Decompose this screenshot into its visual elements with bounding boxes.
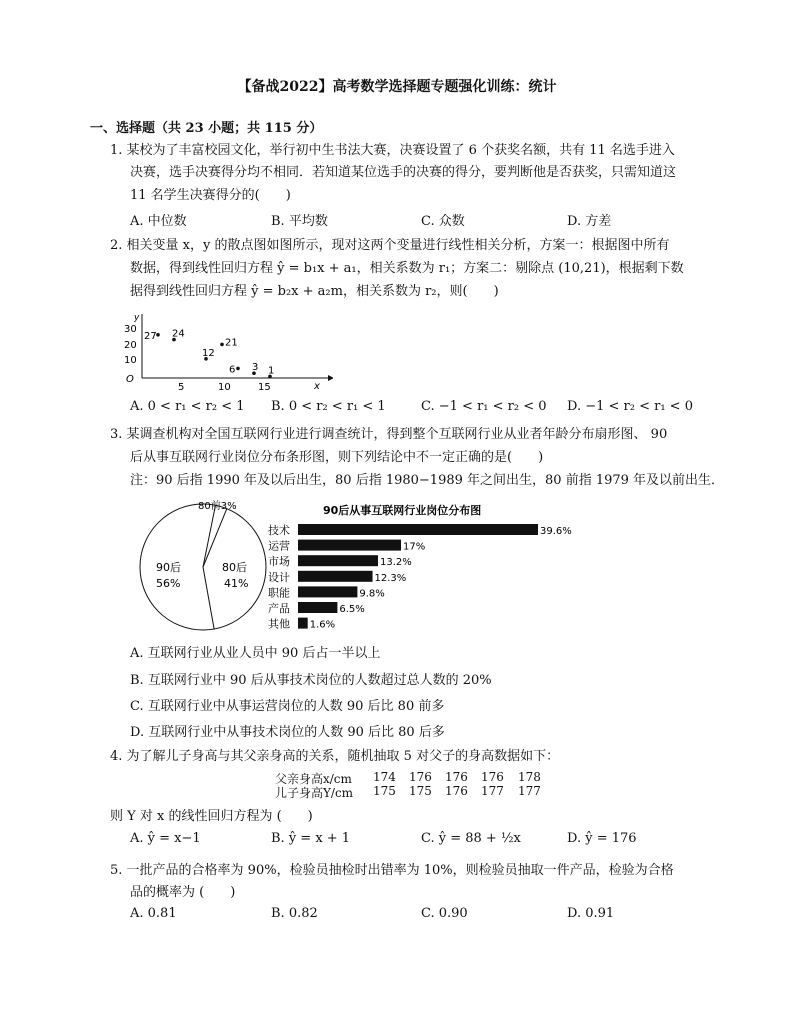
q4-line-1: 4. 为了解儿子身高与其父亲身高的关系，随机抽取 5 对父子的身高数据如下：	[110, 749, 560, 764]
bar-category-label: 产品	[268, 602, 290, 615]
bar	[298, 586, 357, 597]
q4-table-cell: 174	[373, 770, 396, 784]
scatter-point-label: 3	[252, 362, 259, 374]
scatter-plot	[118, 310, 333, 392]
q3-line-2: 后从事互联网行业岗位分布条形图，则下列结论中不一定正确的是( )	[130, 450, 544, 465]
q1-option-a[interactable]: A. 中位数	[130, 214, 187, 229]
q4-option-a[interactable]: A. ŷ = x−1	[130, 831, 201, 846]
bar	[298, 524, 538, 535]
scatter-point-label: 21	[225, 337, 238, 349]
scatter-x-arrow	[328, 375, 333, 381]
q5-line-1: 5. 一批产品的合格率为 90%，检验员抽检时出错率为 10%，则检验员抽取一件产品，检验为合格	[110, 863, 674, 878]
q4-table-cell: 176	[481, 770, 504, 784]
bar-category-label: 市场	[268, 555, 290, 569]
q3-option-c[interactable]: C. 互联网行业中从事运营岗位的人数 90 后比 80 前多	[130, 699, 445, 714]
bar-category-label: 运营	[268, 539, 290, 553]
page-title: 【备战2022】高考数学选择题专题强化训练：统计	[237, 79, 557, 95]
scatter-y-tick: 20	[124, 340, 137, 351]
q2-option-d[interactable]: D. −1 < r₂ < r₁ < 0	[567, 399, 693, 414]
q2-option-b[interactable]: B. 0 < r₂ < r₁ < 1	[271, 399, 386, 414]
section-heading: 一、选择题（共 23 小题；共 115 分）	[90, 121, 323, 136]
bar-value-label: 6.5%	[339, 604, 365, 615]
q4-table-cell: 178	[518, 770, 541, 784]
q1-line-2: 决赛，选手决赛得分均不相同．若知道某位选手的决赛的得分，要判断他是否获奖，只需知道这	[130, 165, 677, 180]
q4-option-c[interactable]: C. ŷ = 88 + ½x	[421, 831, 521, 846]
bar	[298, 571, 373, 582]
scatter-point-label: 1	[268, 365, 275, 377]
q4-option-d[interactable]: D. ŷ = 176	[567, 831, 637, 846]
q2-line-3: 据得到线性回归方程 ŷ = b₂x + a₂m，相关系数为 r₂，则( )	[130, 284, 499, 299]
q3-line-1: 3. 某调查机构对全国互联网行业进行调查统计，得到整个互联网行业从业者年龄分布扇形图、 90	[110, 427, 668, 442]
pie-label-90s: 90后	[156, 561, 181, 574]
q4-table-cell: 176	[445, 770, 468, 784]
bar-value-label: 9.8%	[359, 588, 385, 600]
q5-option-d[interactable]: D. 0.91	[567, 906, 615, 921]
q4-table-cell: 177	[481, 784, 504, 798]
pie-label-pre80s: 80前3%	[198, 501, 237, 512]
bar-category-label: 其他	[268, 617, 290, 631]
bar-category-label: 职能	[268, 586, 290, 600]
q4-table-cell: 176	[409, 770, 432, 784]
q3-note: 注：90 后指 1990 年及以后出生，80 后指 1980−1989 年之间出生，80 前指 1979 年及以前出生．	[130, 473, 725, 488]
scatter-x-tick: 15	[258, 382, 271, 392]
scatter-x-tick: 5	[178, 382, 185, 392]
q5-option-a[interactable]: A. 0.81	[130, 906, 177, 921]
q3-option-d[interactable]: D. 互联网行业中从事技术岗位的人数 90 后比 80 后多	[130, 725, 445, 740]
q3-option-b[interactable]: B. 互联网行业中 90 后从事技术岗位的人数超过总人数的 20%	[130, 673, 492, 688]
scatter-point-label: 27	[144, 330, 157, 342]
q1-option-b[interactable]: B. 平均数	[271, 214, 328, 229]
q3-option-a[interactable]: A. 互联网行业从业人员中 90 后占一半以上	[130, 646, 381, 661]
pie-label-80s: 80后	[222, 561, 247, 574]
q4-option-b[interactable]: B. ŷ = x + 1	[271, 831, 351, 846]
scatter-point-label: 24	[172, 328, 185, 340]
pie-chart	[128, 495, 278, 635]
bar-category-label: 设计	[268, 570, 290, 584]
scatter-point	[156, 333, 160, 337]
q4-row1-label: 父亲身高x/cm	[275, 772, 352, 786]
q4-table-cell: 175	[409, 784, 432, 798]
bar	[298, 555, 378, 566]
q2-line-1: 2. 相关变量 x，y 的散点图如图所示，现对这两个变量进行线性相关分析，方案一：根据图中所有	[110, 238, 670, 253]
q1-option-d[interactable]: D. 方差	[567, 214, 612, 229]
pie-value-80s: 41%	[224, 577, 249, 590]
q2-line-2: 数据，得到线性回归方程 ŷ = b₁x + a₁，相关系数为 r₁；方案二：剔除点 (10,21)，根据剩下数	[130, 261, 684, 276]
q2-option-c[interactable]: C. −1 < r₁ < r₂ < 0	[421, 399, 547, 414]
scatter-x-label: x	[314, 381, 320, 392]
q5-option-c[interactable]: C. 0.90	[421, 906, 468, 921]
scatter-point-label: 12	[202, 347, 215, 359]
scatter-y-tick: 30	[124, 324, 137, 335]
bar-value-label: 12.3%	[374, 572, 407, 584]
scatter-point	[236, 367, 240, 371]
bar-value-label: 17%	[403, 541, 426, 553]
q4-table-cell: 175	[373, 784, 396, 798]
q2-option-a[interactable]: A. 0 < r₁ < r₂ < 1	[130, 399, 245, 414]
scatter-point	[220, 343, 224, 347]
q4-line-2: 则 Y 对 x 的线性回归方程为 ( )	[110, 809, 313, 824]
scatter-point-label: 6	[229, 364, 236, 376]
bar-chart	[268, 500, 588, 635]
q1-line-3: 11 名学生决赛得分的( )	[130, 188, 291, 203]
q4-row2-label: 儿子身高Y/cm	[275, 786, 354, 800]
bar-category-label: 技术	[268, 524, 290, 537]
q5-option-b[interactable]: B. 0.82	[271, 906, 318, 921]
bar-value-label: 39.6%	[540, 526, 572, 537]
scatter-y-tick: 10	[124, 355, 137, 366]
bar	[298, 540, 401, 551]
q1-line-1: 1. 某校为了丰富校园文化，举行初中生书法大赛，决赛设置了 6 个获奖名额，共有 11 名选手进入	[110, 143, 675, 158]
bar-value-label: 13.2%	[380, 557, 412, 569]
bar	[298, 602, 337, 613]
scatter-y-label: y	[134, 313, 140, 323]
q1-option-c[interactable]: C. 众数	[421, 214, 465, 229]
scatter-origin-label: O	[126, 374, 134, 385]
pie-value-90s: 56%	[156, 577, 181, 590]
q5-line-2: 品的概率为 ( )	[130, 885, 236, 900]
bar	[298, 618, 308, 629]
scatter-x-tick: 10	[218, 382, 231, 392]
q4-table-cell: 177	[518, 784, 541, 798]
q4-table-cell: 176	[445, 784, 468, 798]
bar-chart-title: 90后从事互联网行业岗位分布图	[323, 504, 482, 517]
bar-value-label: 1.6%	[309, 619, 336, 631]
